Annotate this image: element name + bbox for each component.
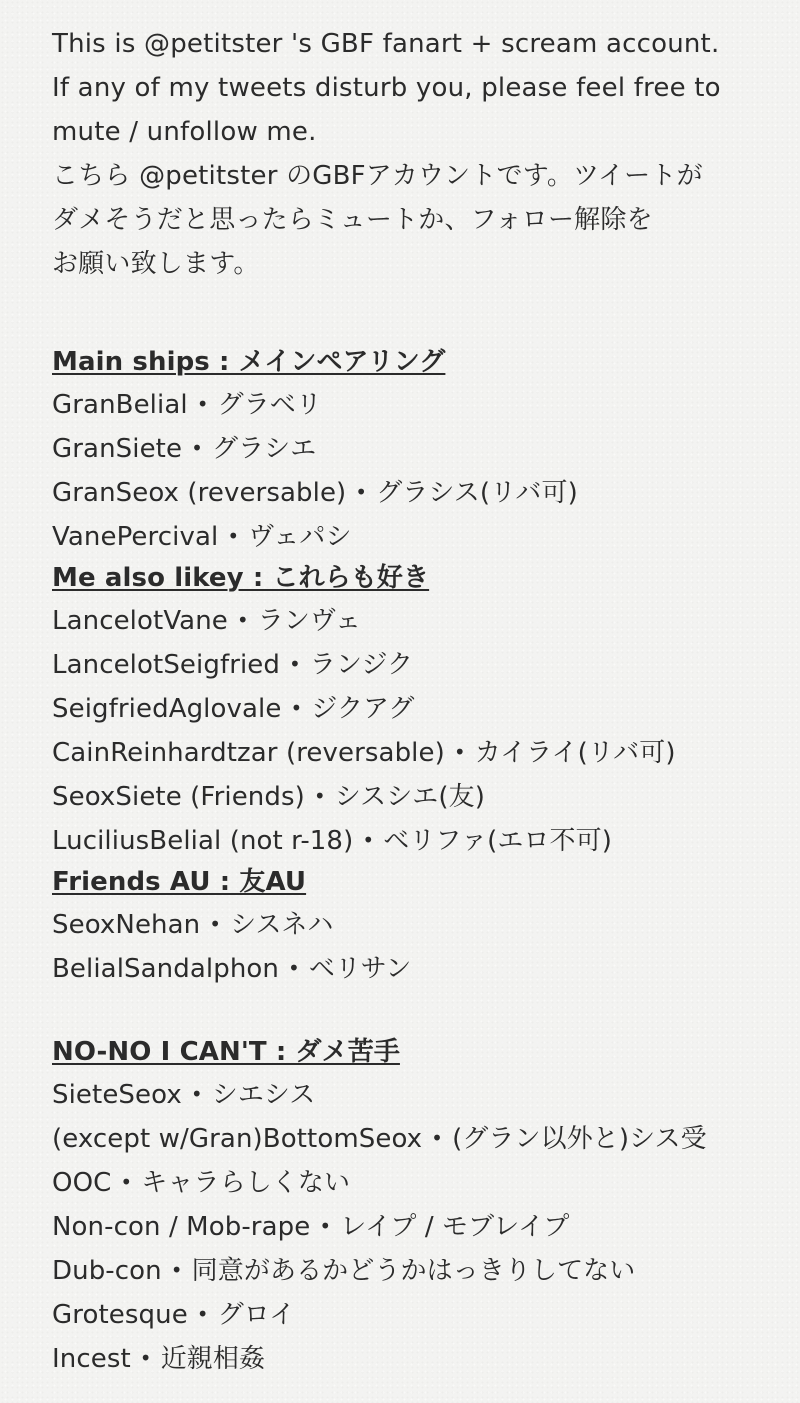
ship-jp: ベリサン: [308, 954, 412, 984]
ship-entry: [52, 818, 782, 862]
intro-line: お願い致します。: [52, 249, 260, 279]
ship-jp: ランジク: [309, 650, 414, 680]
ship-en: LancelotVane: [52, 606, 228, 636]
intro-line: ダメそうだと思ったらミュートか、フォロー解除を: [52, 205, 653, 235]
ship-entry: [52, 902, 782, 946]
dislike-en: SieteSeox: [52, 1080, 182, 1110]
ship-jp: ベリファ(エロ不可): [383, 826, 613, 856]
ship-entry: [52, 470, 782, 514]
ship-jp: グラシエ: [211, 434, 317, 464]
ship-en: SeigfriedAglovale: [52, 694, 282, 724]
bullet: •: [209, 912, 222, 936]
dislike-en: Non-con / Mob-rape: [52, 1212, 311, 1242]
ship-jp: ランヴェ: [257, 606, 362, 636]
ship-entry: [52, 598, 782, 642]
bullet: •: [362, 828, 375, 852]
spacer: [52, 990, 782, 1032]
section-also-like: [52, 558, 782, 862]
dislike-jp: キャラらしくない: [141, 1168, 351, 1198]
dislike-jp: 近親相姦: [160, 1344, 266, 1374]
ship-en: CainReinhardtzar (reversable): [52, 738, 445, 768]
dislike-entry: [52, 1336, 782, 1380]
ship-en: GranBelial: [52, 390, 188, 420]
ship-entry: [52, 774, 782, 818]
intro-line: If any of my tweets disturb you, please feel free to: [52, 73, 721, 103]
bullet: •: [290, 696, 303, 720]
bullet: •: [139, 1346, 152, 1370]
bullet: •: [319, 1214, 332, 1238]
bullet: •: [289, 652, 301, 676]
ship-entry: [52, 514, 782, 558]
dislike-entry: [52, 1292, 782, 1336]
dislike-jp: シエシス: [211, 1080, 316, 1110]
dislike-jp: グロイ: [217, 1300, 296, 1330]
bullet: •: [170, 1258, 183, 1282]
spacer: [52, 286, 782, 342]
ship-jp: グラシス(リバ可): [376, 478, 578, 508]
ship-jp: カイライ(リバ可): [474, 738, 676, 768]
ship-en: BelialSandalphon: [52, 954, 279, 984]
section-heading: Main ships : メインペアリング: [52, 347, 446, 377]
bullet: •: [196, 392, 209, 416]
ship-jp: シスネハ: [230, 910, 334, 940]
dislike-en: Incest: [52, 1344, 131, 1374]
ship-en: SeoxNehan: [52, 910, 201, 940]
dislike-en: Grotesque: [52, 1300, 188, 1330]
intro-line: こちら @petitster のGBFアカウントです。ツイートが: [52, 161, 703, 191]
bullet: •: [196, 1302, 209, 1326]
ship-en: GranSiete: [52, 434, 183, 464]
dislike-en: (except w/Gran)BottomSeox: [52, 1124, 423, 1154]
ship-en: VanePercival: [52, 522, 219, 552]
bullet: •: [191, 436, 203, 460]
ship-en: SeoxSiete (Friends): [52, 782, 305, 812]
intro-line: mute / unfollow me.: [52, 117, 317, 147]
bullet: •: [431, 1126, 444, 1150]
ship-jp: ヴェパシ: [248, 522, 352, 552]
section-heading: Me also likey : これらも好き: [52, 563, 430, 593]
ship-entry: [52, 946, 782, 990]
dislike-jp: 同意があるかどうかはっきりしてない: [191, 1256, 636, 1286]
bullet: •: [313, 784, 326, 808]
ship-jp: ジクアグ: [311, 694, 415, 724]
ship-entry: [52, 382, 782, 426]
section-heading: Friends AU : 友AU: [52, 867, 307, 897]
dislike-jp: レイプ / モブレイプ: [340, 1212, 570, 1242]
dislike-entry: [52, 1072, 782, 1116]
bullet: •: [287, 956, 300, 980]
ship-en: LuciliusBelial (not r-18): [52, 826, 354, 856]
section-heading: NO-NO I CAN'T : ダメ苦手: [52, 1037, 400, 1067]
bullet: •: [120, 1170, 133, 1194]
bullet: •: [227, 524, 240, 548]
ship-entry: [52, 426, 782, 470]
ship-en: GranSeox (reversable): [52, 478, 347, 508]
dislike-entry: [52, 1204, 782, 1248]
ship-entry: [52, 642, 782, 686]
dislike-entry: [52, 1160, 782, 1204]
bullet: •: [453, 740, 466, 764]
dislike-en: Dub-con: [52, 1256, 162, 1286]
dislike-entry: [52, 1116, 782, 1160]
ship-en: LancelotSeigfried: [52, 650, 281, 680]
ship-entry: [52, 730, 782, 774]
intro-line: This is @petitster 's GBF fanart + scream account.: [52, 29, 720, 59]
bullet: •: [236, 608, 249, 632]
section-dislikes: [52, 1032, 782, 1380]
bullet: •: [355, 480, 368, 504]
note-body: [52, 22, 782, 1380]
dislike-jp: (グラン以外と)シス受: [452, 1124, 707, 1154]
section-friends-au: [52, 862, 782, 990]
intro-block: [52, 22, 782, 286]
dislike-entry: [52, 1248, 782, 1292]
ship-entry: [52, 686, 782, 730]
dislike-en: OOC: [52, 1168, 112, 1198]
section-main-ships: [52, 342, 782, 558]
ship-jp: シスシエ(友): [334, 782, 485, 812]
bullet: •: [190, 1082, 203, 1106]
ship-jp: グラベリ: [217, 390, 322, 420]
